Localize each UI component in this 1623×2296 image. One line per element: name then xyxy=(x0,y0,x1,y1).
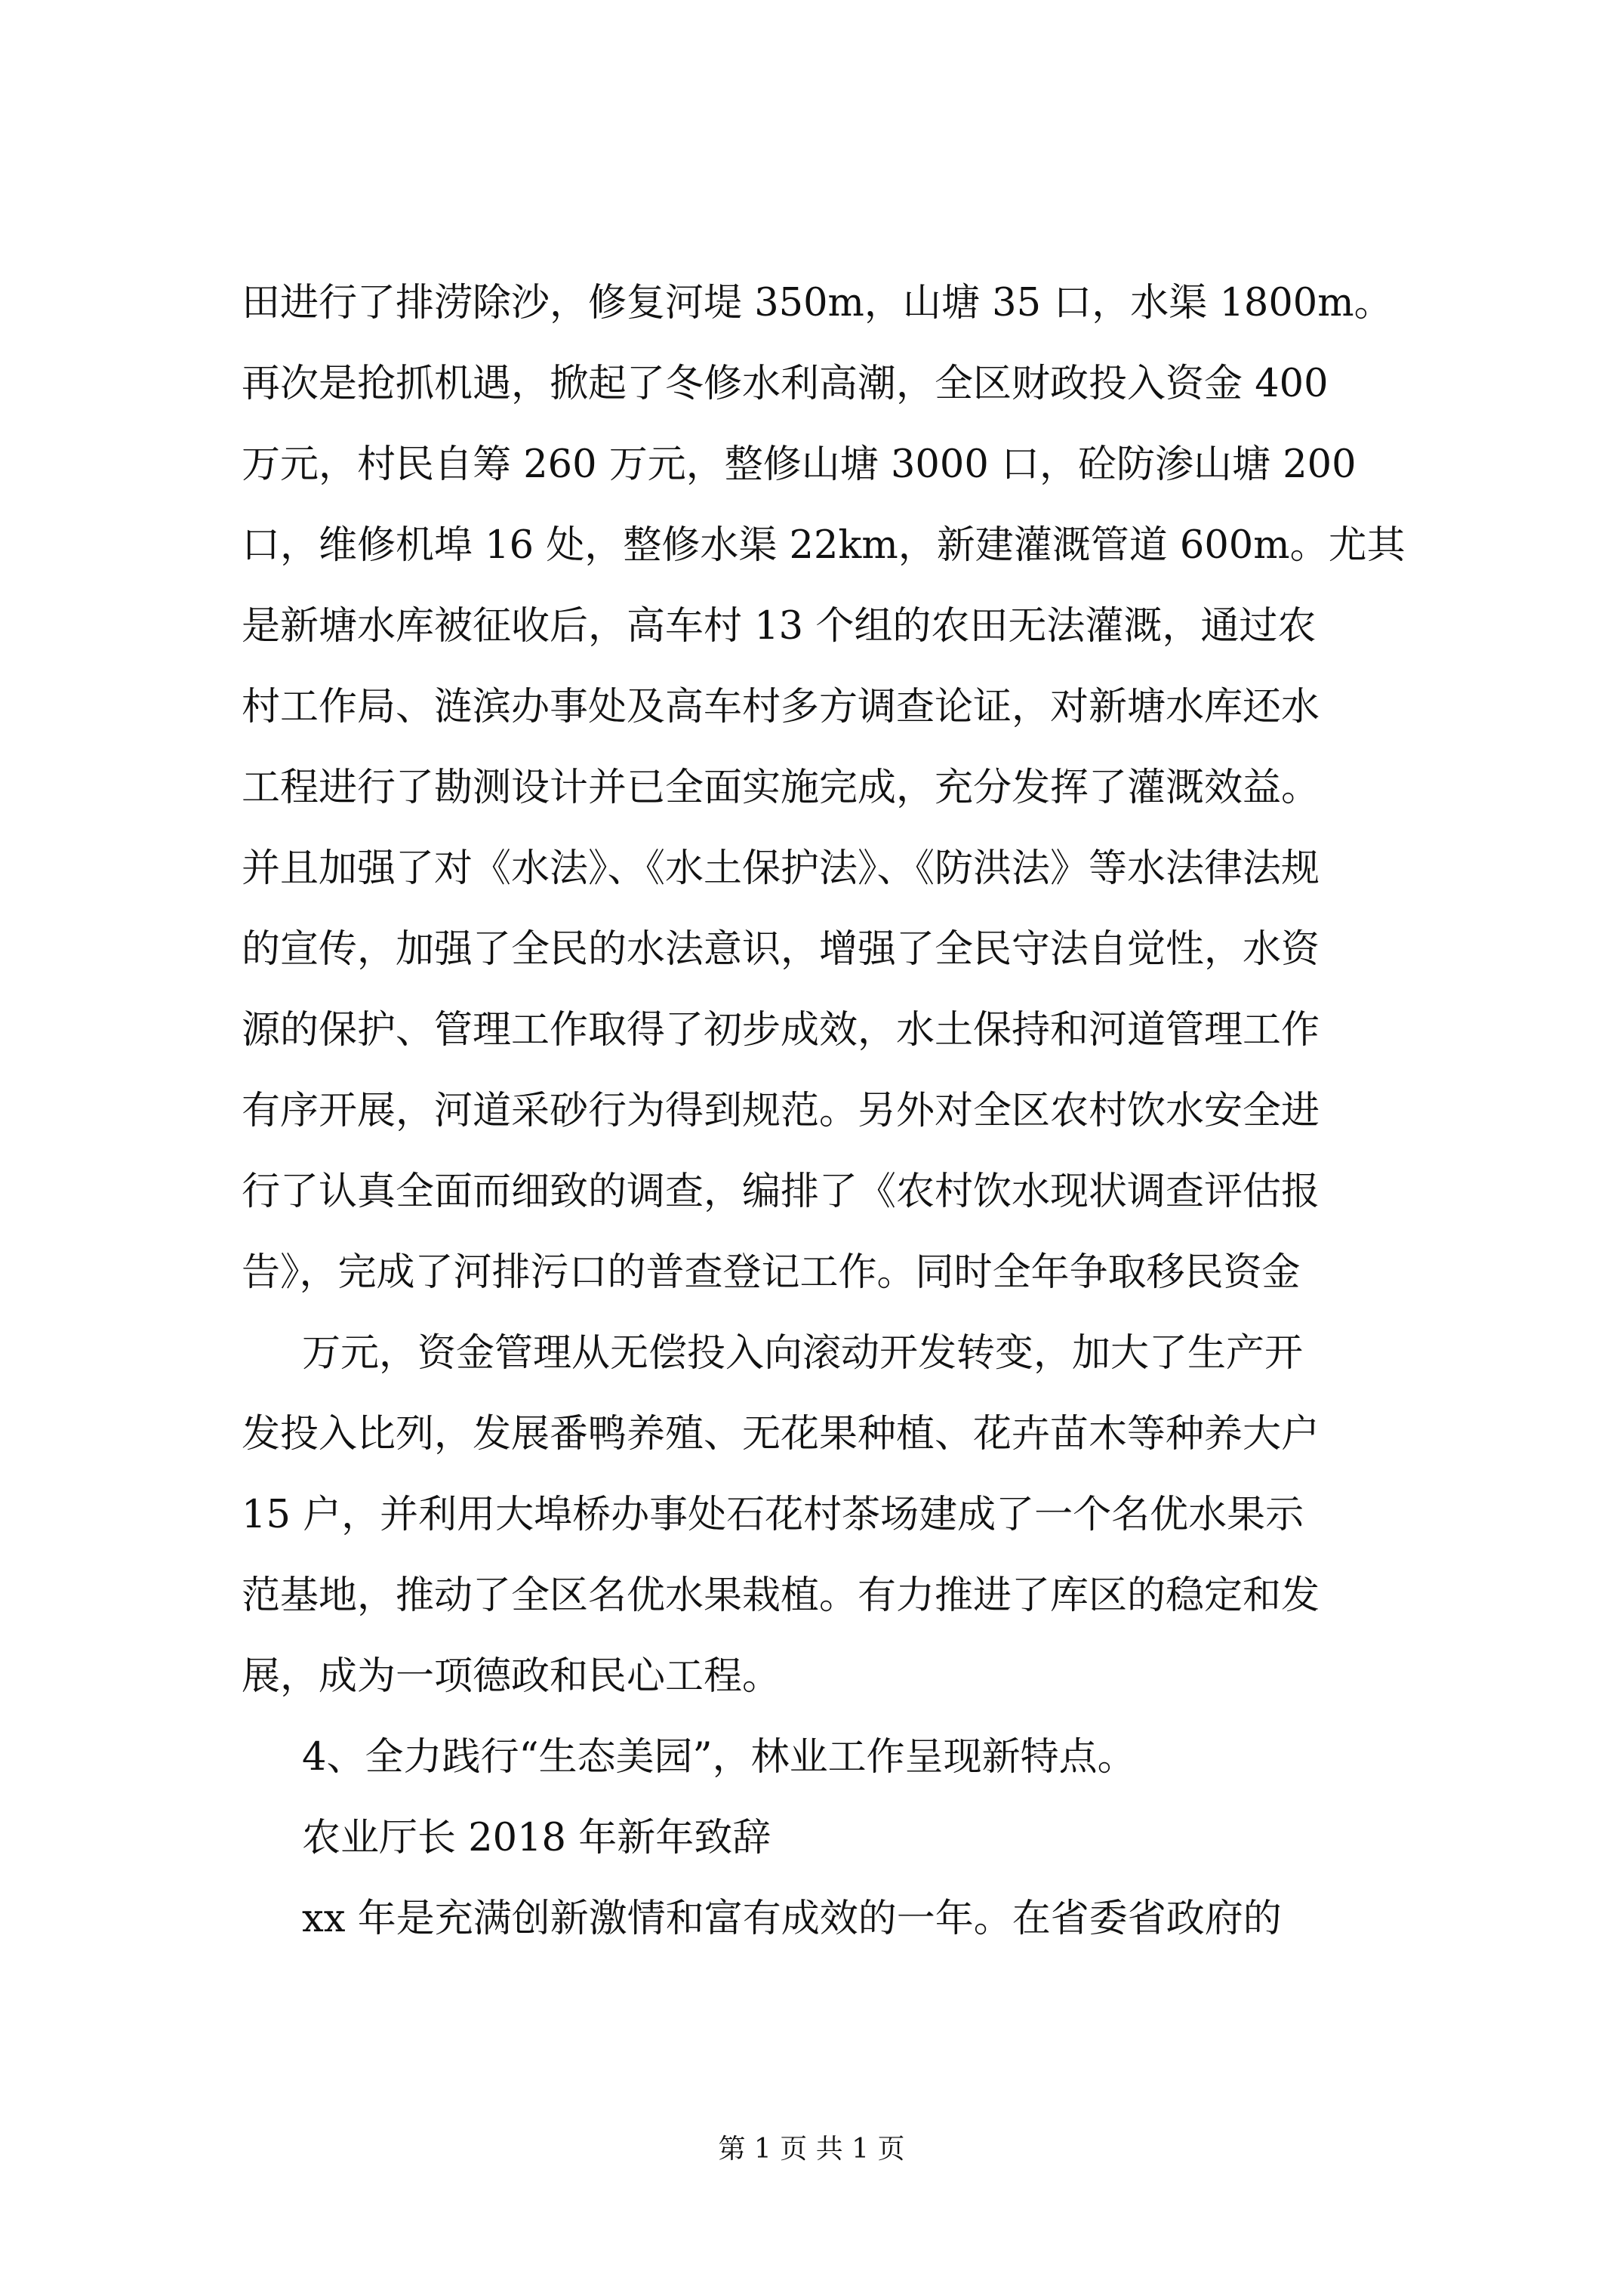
text-line: 工程进行了勘测设计并已全面实施完成，充分发挥了灌溉效益。 xyxy=(242,766,1320,810)
text-line: 行了认真全面而细致的调查，编排了《农村饮水现状调查评估报 xyxy=(242,1170,1320,1214)
text-line: 15 户，并利用大埠桥办事处石花村茶场建成了一个名优水果示 xyxy=(242,1493,1304,1537)
text-line: 告》，完成了河排污口的普查登记工作。同时全年争取移民资金 xyxy=(242,1250,1301,1295)
body-text xyxy=(242,263,1419,1959)
text-line: xx 年是充满创新激情和富有成效的一年。在省委省政府的 xyxy=(302,1897,1282,1941)
text-line: 口，维修机埠 16 处，整修水渠 22km，新建灌溉管道 600m。尤其 xyxy=(242,523,1406,568)
text-line: 源的保护、管理工作取得了初步成效，水土保持和河道管理工作 xyxy=(242,1008,1320,1052)
text-line: 范基地，推动了全区名优水果栽植。有力推进了库区的稳定和发 xyxy=(242,1573,1320,1618)
text-line: 的宣传，加强了全民的水法意识，增强了全民守法自觉性，水资 xyxy=(242,927,1320,972)
text-line: 万元，资金管理从无偿投入向滚动开发转变，加大了生产开 xyxy=(302,1331,1304,1376)
text-line: 并且加强了对《水法》、《水土保护法》、《防洪法》等水法律法规 xyxy=(242,846,1320,891)
text-line: 展，成为一项德政和民心工程。 xyxy=(242,1654,781,1699)
text-line: 再次是抢抓机遇，掀起了冬修水利高潮，全区财政投入资金 400 xyxy=(242,362,1329,406)
section-heading: 4、全力践行“生态美园”，林业工作呈现新特点。 xyxy=(302,1735,1136,1780)
text-line: 万元，村民自筹 260 万元，整修山塘 3000 口，砼防渗山塘 200 xyxy=(242,442,1357,487)
text-line: 是新塘水库被征收后，高车村 13 个组的农田无法灌溉，通过农 xyxy=(242,604,1317,649)
text-line: 发投入比列，发展番鸭养殖、无花果种植、花卉苗木等种养大户 xyxy=(242,1412,1320,1456)
text-line: 田进行了排涝除沙，修复河堤 350m，山塘 35 口，水渠 1800m。 xyxy=(242,281,1393,325)
article-title: 农业厅长 2018 年新年致辞 xyxy=(302,1816,771,1860)
text-line: 村工作局、涟滨办事处及高车村多方调查论证，对新塘水库还水 xyxy=(242,685,1320,729)
text-line: 有序开展，河道采砂行为得到规范。另外对全区农村饮水安全进 xyxy=(242,1089,1320,1133)
page-footer: 第 1 页 共 1 页 xyxy=(718,2134,905,2165)
